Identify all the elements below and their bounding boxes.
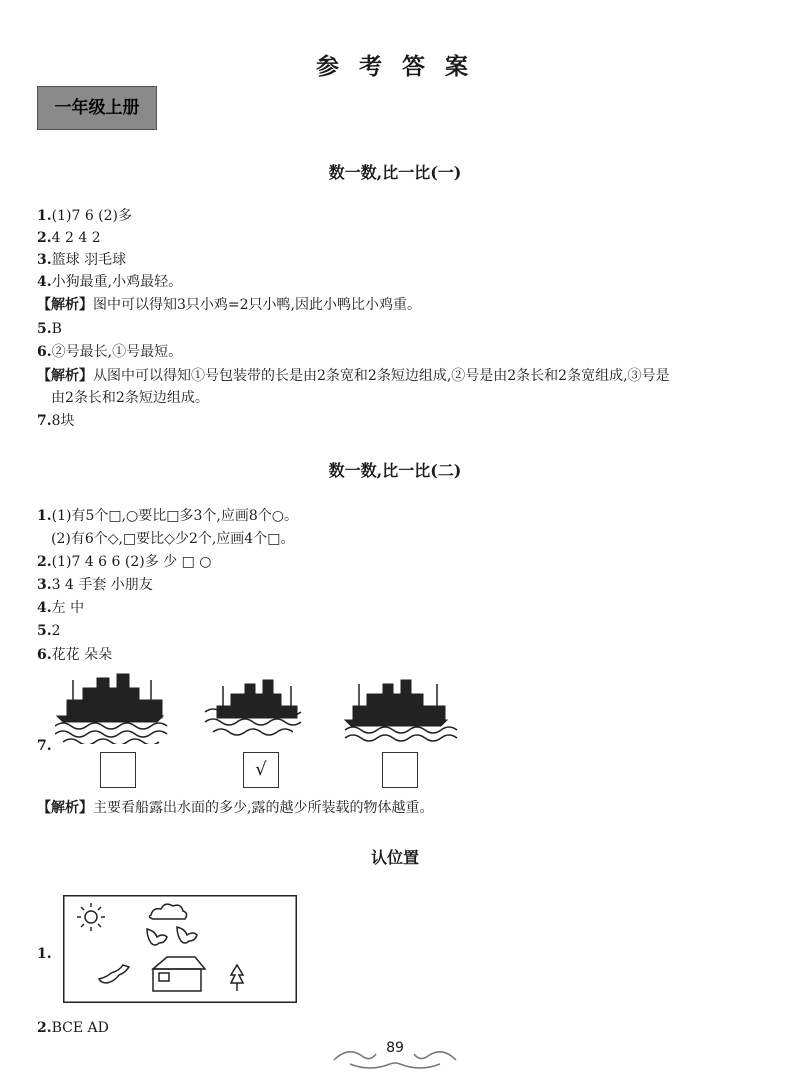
section-heading-2: 数一数,比一比(二) [328, 461, 462, 480]
analysis-line: 【解析】主要看船露出水面的多少,露的越少所装载的物体越重。 [37, 800, 434, 816]
answer-line: 7.8块 [37, 413, 75, 429]
answer-line: 6.②号最长,①号最短。 [37, 344, 183, 360]
ship-icon [57, 674, 163, 722]
answer-line: 5.2 [37, 623, 61, 639]
answer-line: 2.4 2 4 2 [37, 230, 101, 246]
answer-line: 2.(1)7 4 6 6 (2)多 少 □ ○ [37, 554, 212, 570]
answer-line: (2)有6个◇,□要比◇少2个,应画4个□。 [51, 531, 295, 547]
answer-box-checked: √ [243, 752, 279, 788]
ships-illustration [55, 672, 475, 744]
section-heading-3: 认位置 [370, 848, 419, 867]
answer-line: 1.(1)7 6 (2)多 [37, 208, 133, 224]
answer-box [382, 752, 418, 788]
page-title: 参 考 答 案 [315, 53, 475, 80]
answer-box [100, 752, 136, 788]
answer-line: 3.篮球 羽毛球 [37, 252, 127, 268]
section-heading-1: 数一数,比一比(一) [328, 163, 462, 182]
answer-line: 4.左 中 [37, 600, 85, 616]
analysis-line: 【解析】从图中可以得知①号包装带的长是由2条宽和2条短边组成,②号是由2条长和2条宽组成,③号是 [37, 368, 670, 384]
page-number: 89 [386, 1040, 404, 1056]
ship-icon [345, 680, 447, 726]
question-7-number: 7. [37, 738, 52, 754]
question-1-number: 1. [37, 946, 52, 962]
answer-line: 4.小狗最重,小鸡最轻。 [37, 274, 183, 290]
grade-label: 一年级上册 [37, 86, 157, 130]
answer-line: 2.BCE AD [37, 1020, 109, 1036]
answer-line: 6.花花 朵朵 [37, 647, 113, 663]
answer-line: 5.B [37, 321, 62, 337]
analysis-line: 由2条长和2条短边组成。 [51, 390, 209, 406]
analysis-line: 【解析】图中可以得知3只小鸡=2只小鸭,因此小鸭比小鸡重。 [37, 297, 421, 313]
answer-line: 1.(1)有5个□,○要比□多3个,应画8个○。 [37, 508, 298, 524]
answer-line: 3.3 4 手套 小朋友 [37, 577, 153, 593]
position-diagram [63, 895, 297, 1003]
